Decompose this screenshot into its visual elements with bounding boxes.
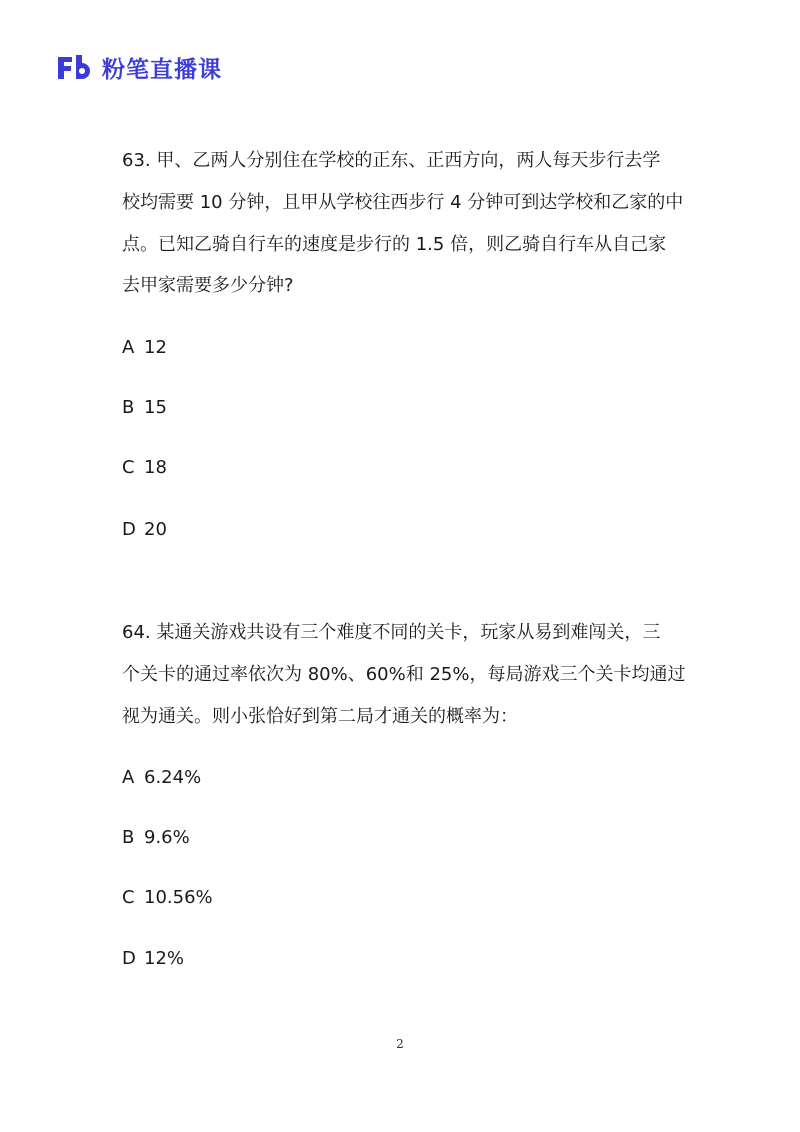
- option-text: 6.24%: [144, 767, 202, 788]
- option-text: 12: [144, 337, 167, 358]
- option-letter: B: [122, 827, 135, 848]
- option-text: 12%: [144, 948, 185, 969]
- option-letter: D: [122, 519, 136, 540]
- question-text-line: 个关卡的通过率依次为 80%、60%和 25%，每局游戏三个关卡均通过: [122, 664, 686, 685]
- option-text: 9.6%: [144, 827, 190, 848]
- option-letter: C: [122, 887, 135, 908]
- option-letter: C: [122, 457, 135, 478]
- option-c[interactable]: [122, 455, 167, 481]
- option-d[interactable]: [122, 517, 167, 543]
- option-letter: A: [122, 767, 135, 788]
- option-b[interactable]: [122, 395, 167, 421]
- option-a[interactable]: [122, 765, 201, 791]
- fenbi-logo-icon: [56, 53, 96, 81]
- option-c[interactable]: [122, 885, 213, 911]
- question-text-line: 校均需要 10 分钟，且甲从学校往西步行 4 分钟可到达学校和乙家的中: [122, 192, 684, 213]
- question-text-line: 视为通关。则小张恰好到第二局才通关的概率为：: [122, 706, 518, 727]
- option-a[interactable]: [122, 335, 167, 361]
- option-text: 15: [144, 397, 167, 418]
- option-letter: A: [122, 337, 135, 358]
- option-b[interactable]: [122, 825, 190, 851]
- option-text: 18: [144, 457, 167, 478]
- question-text-line: 63. 甲、乙两人分别住在学校的正东、正西方向，两人每天步行去学: [122, 150, 661, 171]
- option-letter: D: [122, 948, 136, 969]
- brand-name: 粉笔直播课: [102, 56, 222, 83]
- option-d[interactable]: [122, 946, 184, 972]
- option-text: 20: [144, 519, 167, 540]
- question-text-line: 64. 某通关游戏共设有三个难度不同的关卡，玩家从易到难闯关，三: [122, 622, 661, 643]
- question-text-line: 点。已知乙骑自行车的速度是步行的 1.5 倍，则乙骑自行车从自己家: [122, 234, 667, 255]
- option-letter: B: [122, 397, 135, 418]
- option-text: 10.56%: [144, 887, 213, 908]
- question-text-line: 去甲家需要多少分钟?: [122, 275, 294, 296]
- brand-logo: [56, 51, 222, 83]
- page-number: 2: [396, 1037, 404, 1051]
